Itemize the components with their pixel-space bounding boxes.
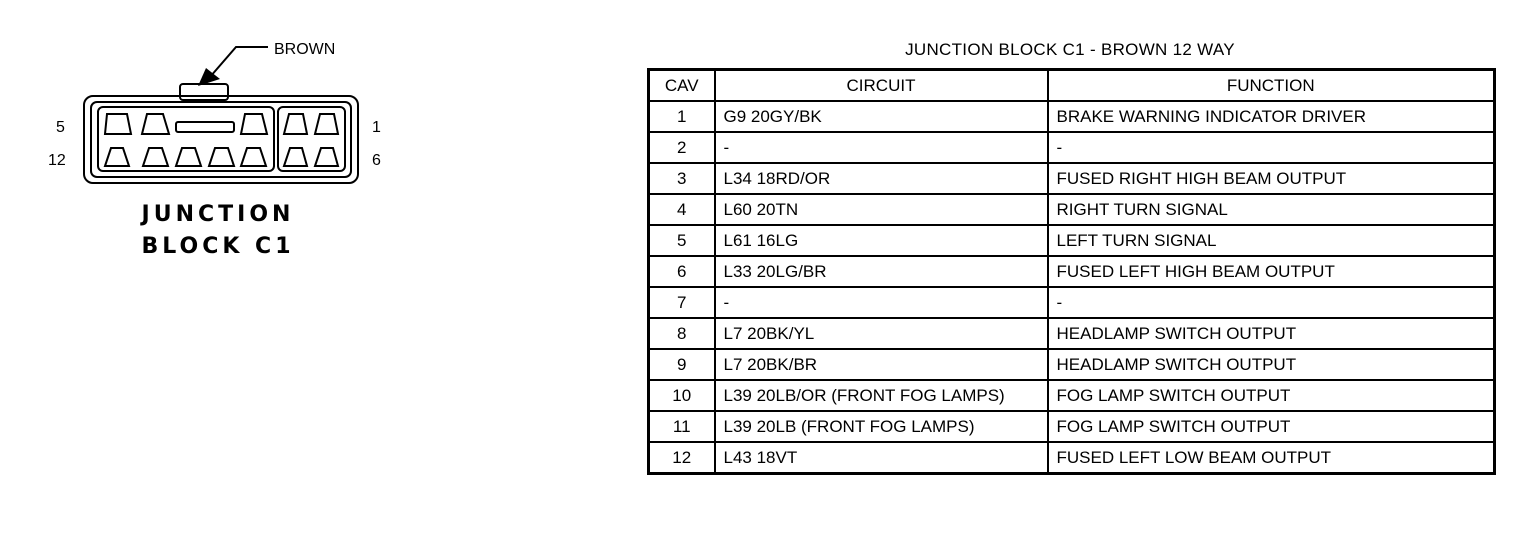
circuit-cell: L43 18VT bbox=[715, 442, 1048, 474]
table-row bbox=[649, 442, 1495, 474]
function-cell: HEADLAMP SWITCH OUTPUT bbox=[1048, 349, 1495, 380]
circuit-cell: L60 20TN bbox=[715, 194, 1048, 225]
cav-cell: 9 bbox=[649, 349, 715, 380]
cav-cell: 7 bbox=[649, 287, 715, 318]
circuit-cell: - bbox=[715, 132, 1048, 163]
function-cell: FUSED LEFT HIGH BEAM OUTPUT bbox=[1048, 256, 1495, 287]
circuit-cell: L33 20LG/BR bbox=[715, 256, 1048, 287]
pin-label-12: 12 bbox=[48, 152, 66, 169]
table-row bbox=[649, 380, 1495, 411]
cav-cell: 4 bbox=[649, 194, 715, 225]
function-cell: RIGHT TURN SIGNAL bbox=[1048, 194, 1495, 225]
function-cell: FOG LAMP SWITCH OUTPUT bbox=[1048, 380, 1495, 411]
header-cav: CAV bbox=[649, 70, 715, 102]
table-row bbox=[649, 194, 1495, 225]
circuit-cell: L34 18RD/OR bbox=[715, 163, 1048, 194]
table-row bbox=[649, 225, 1495, 256]
cav-cell: 11 bbox=[649, 411, 715, 442]
pin-label-5: 5 bbox=[56, 119, 65, 136]
circuit-cell: L39 20LB (FRONT FOG LAMPS) bbox=[715, 411, 1048, 442]
pinout-table bbox=[647, 68, 1496, 475]
circuit-cell: L39 20LB/OR (FRONT FOG LAMPS) bbox=[715, 380, 1048, 411]
circuit-cell: - bbox=[715, 287, 1048, 318]
table-row bbox=[649, 101, 1495, 132]
table-row bbox=[649, 287, 1495, 318]
function-cell: BRAKE WARNING INDICATOR DRIVER bbox=[1048, 101, 1495, 132]
cav-cell: 2 bbox=[649, 132, 715, 163]
cav-cell: 5 bbox=[649, 225, 715, 256]
cav-cell: 1 bbox=[649, 101, 715, 132]
function-cell: FUSED RIGHT HIGH BEAM OUTPUT bbox=[1048, 163, 1495, 194]
cav-cell: 10 bbox=[649, 380, 715, 411]
circuit-cell: L61 16LG bbox=[715, 225, 1048, 256]
function-cell: - bbox=[1048, 132, 1495, 163]
circuit-cell: L7 20BK/YL bbox=[715, 318, 1048, 349]
cav-cell: 12 bbox=[649, 442, 715, 474]
table-row bbox=[649, 256, 1495, 287]
table-row bbox=[649, 318, 1495, 349]
circuit-cell: L7 20BK/BR bbox=[715, 349, 1048, 380]
diagram-caption-line2: BLOCK C1 bbox=[141, 234, 295, 259]
cav-cell: 3 bbox=[649, 163, 715, 194]
function-cell: FUSED LEFT LOW BEAM OUTPUT bbox=[1048, 442, 1495, 474]
function-cell: FOG LAMP SWITCH OUTPUT bbox=[1048, 411, 1495, 442]
pin-label-6: 6 bbox=[372, 152, 381, 169]
function-cell: LEFT TURN SIGNAL bbox=[1048, 225, 1495, 256]
table-row bbox=[649, 411, 1495, 442]
table-row bbox=[649, 163, 1495, 194]
table-row bbox=[649, 349, 1495, 380]
wire-color-label: BROWN bbox=[274, 41, 336, 58]
table-title: JUNCTION BLOCK C1 - BROWN 12 WAY bbox=[905, 40, 1235, 59]
table-header-row bbox=[649, 70, 1495, 102]
diagram-caption-line1: JUNCTION bbox=[141, 202, 295, 227]
header-function: FUNCTION bbox=[1048, 70, 1495, 102]
wire-color-leader bbox=[198, 47, 268, 86]
function-cell: HEADLAMP SWITCH OUTPUT bbox=[1048, 318, 1495, 349]
pin-label-1: 1 bbox=[372, 119, 381, 136]
function-cell: - bbox=[1048, 287, 1495, 318]
table-row bbox=[649, 132, 1495, 163]
cav-cell: 6 bbox=[649, 256, 715, 287]
cav-cell: 8 bbox=[649, 318, 715, 349]
header-circuit: CIRCUIT bbox=[715, 70, 1048, 102]
circuit-cell: G9 20GY/BK bbox=[715, 101, 1048, 132]
connector-diagram bbox=[0, 0, 560, 300]
